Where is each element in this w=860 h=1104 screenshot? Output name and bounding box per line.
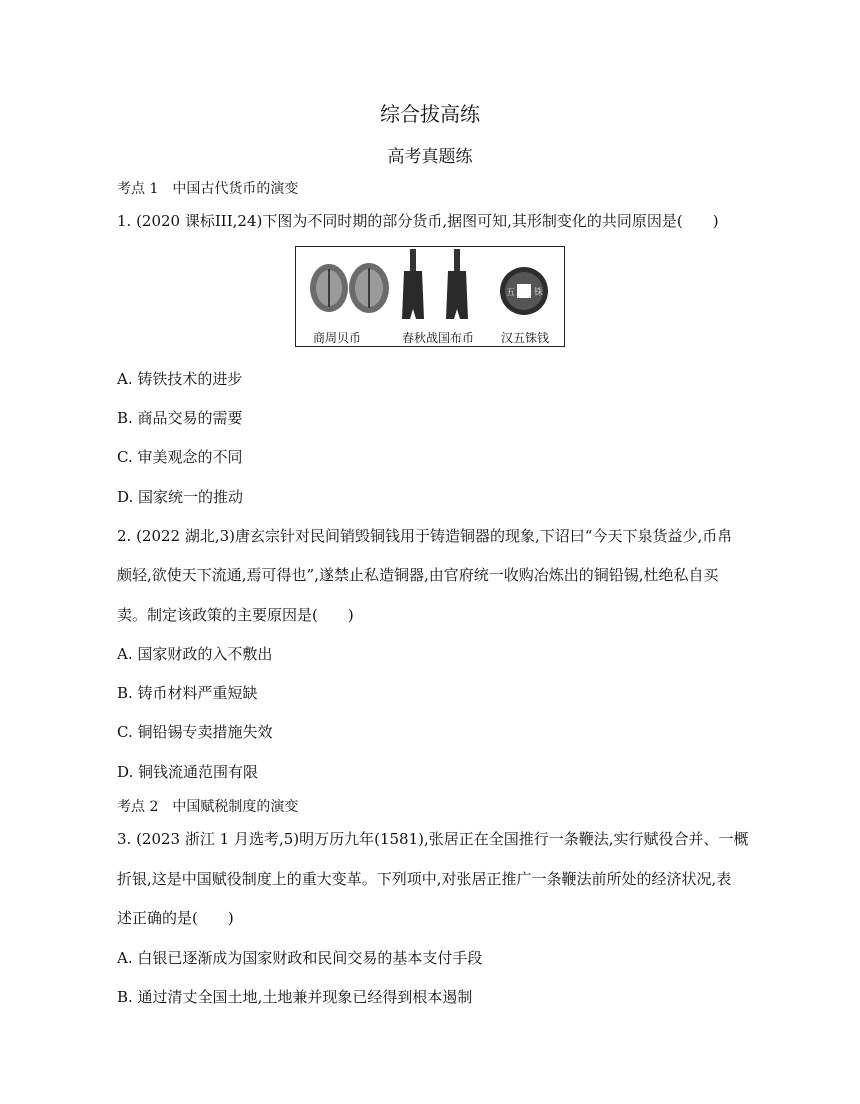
section-heading: 考点 1 中国古代货币的演变 <box>117 181 299 197</box>
currency-figure <box>295 246 565 347</box>
page-title: 综合拔高练 <box>380 102 480 126</box>
q2-option-b: B. 铸币材料严重短缺 <box>117 684 258 702</box>
q1-option-b: B. 商品交易的需要 <box>117 409 243 427</box>
q2-option-d: D. 铜钱流通范围有限 <box>117 763 259 781</box>
question-1-stem: 1. (2020 课标III,24)下图为不同时期的部分货币,据图可知,其形制变化的共同原因是( ) <box>117 212 719 230</box>
question-2-stem-line1: 2. (2022 湖北,3)唐玄宗针对民间销毁铜钱用于铸造铜器的现象,下诏曰“今天下泉货益少,币帛 <box>117 527 733 545</box>
question-2-stem-line3: 卖。制定该政策的主要原因是( ) <box>117 606 354 624</box>
caption-shell-money: 商周贝币 <box>313 331 362 345</box>
svg-text:铢: 铢 <box>534 288 544 298</box>
q2-option-a: A. 国家财政的入不敷出 <box>117 645 273 663</box>
question-3-stem-line1: 3. (2023 浙江 1 月选考,5)明万历九年(1581),张居正在全国推行一条鞭法,实行赋役合并、一概 <box>117 830 749 848</box>
q3-option-b: B. 通过清丈全国土地,土地兼并现象已经得到根本遏制 <box>117 988 473 1006</box>
question-2-stem-line2: 颇轻,欲使天下流通,焉可得也”,遂禁止私造铜器,由官府统一收购冶炼出的铜铅锡,杜绝私自买 <box>117 566 719 584</box>
spade-coin-left <box>402 271 424 319</box>
section-heading: 考点 2 中国赋税制度的演变 <box>117 799 299 815</box>
q1-option-d: D. 国家统一的推动 <box>117 488 244 506</box>
q2-option-c: C. 铜铅锡专卖措施失效 <box>117 723 273 741</box>
question-3-stem-line3: 述正确的是( ) <box>117 909 234 927</box>
spade-coin-right <box>446 271 468 319</box>
svg-text:五: 五 <box>506 288 516 298</box>
page-subtitle: 高考真题练 <box>387 147 473 167</box>
caption-wuzhu-coin: 汉五铢钱 <box>501 331 550 345</box>
q1-option-a: A. 铸铁技术的进步 <box>117 370 243 388</box>
caption-spade-money: 春秋战国布币 <box>402 331 475 345</box>
question-3-stem-line2: 折银,这是中国赋役制度上的重大变革。下列项中,对张居正推广一条鞭法前所处的经济状况,表 <box>117 870 732 888</box>
q3-option-a: A. 白银已逐渐成为国家财政和民间交易的基本支付手段 <box>117 949 483 967</box>
q1-option-c: C. 审美观念的不同 <box>117 448 243 466</box>
